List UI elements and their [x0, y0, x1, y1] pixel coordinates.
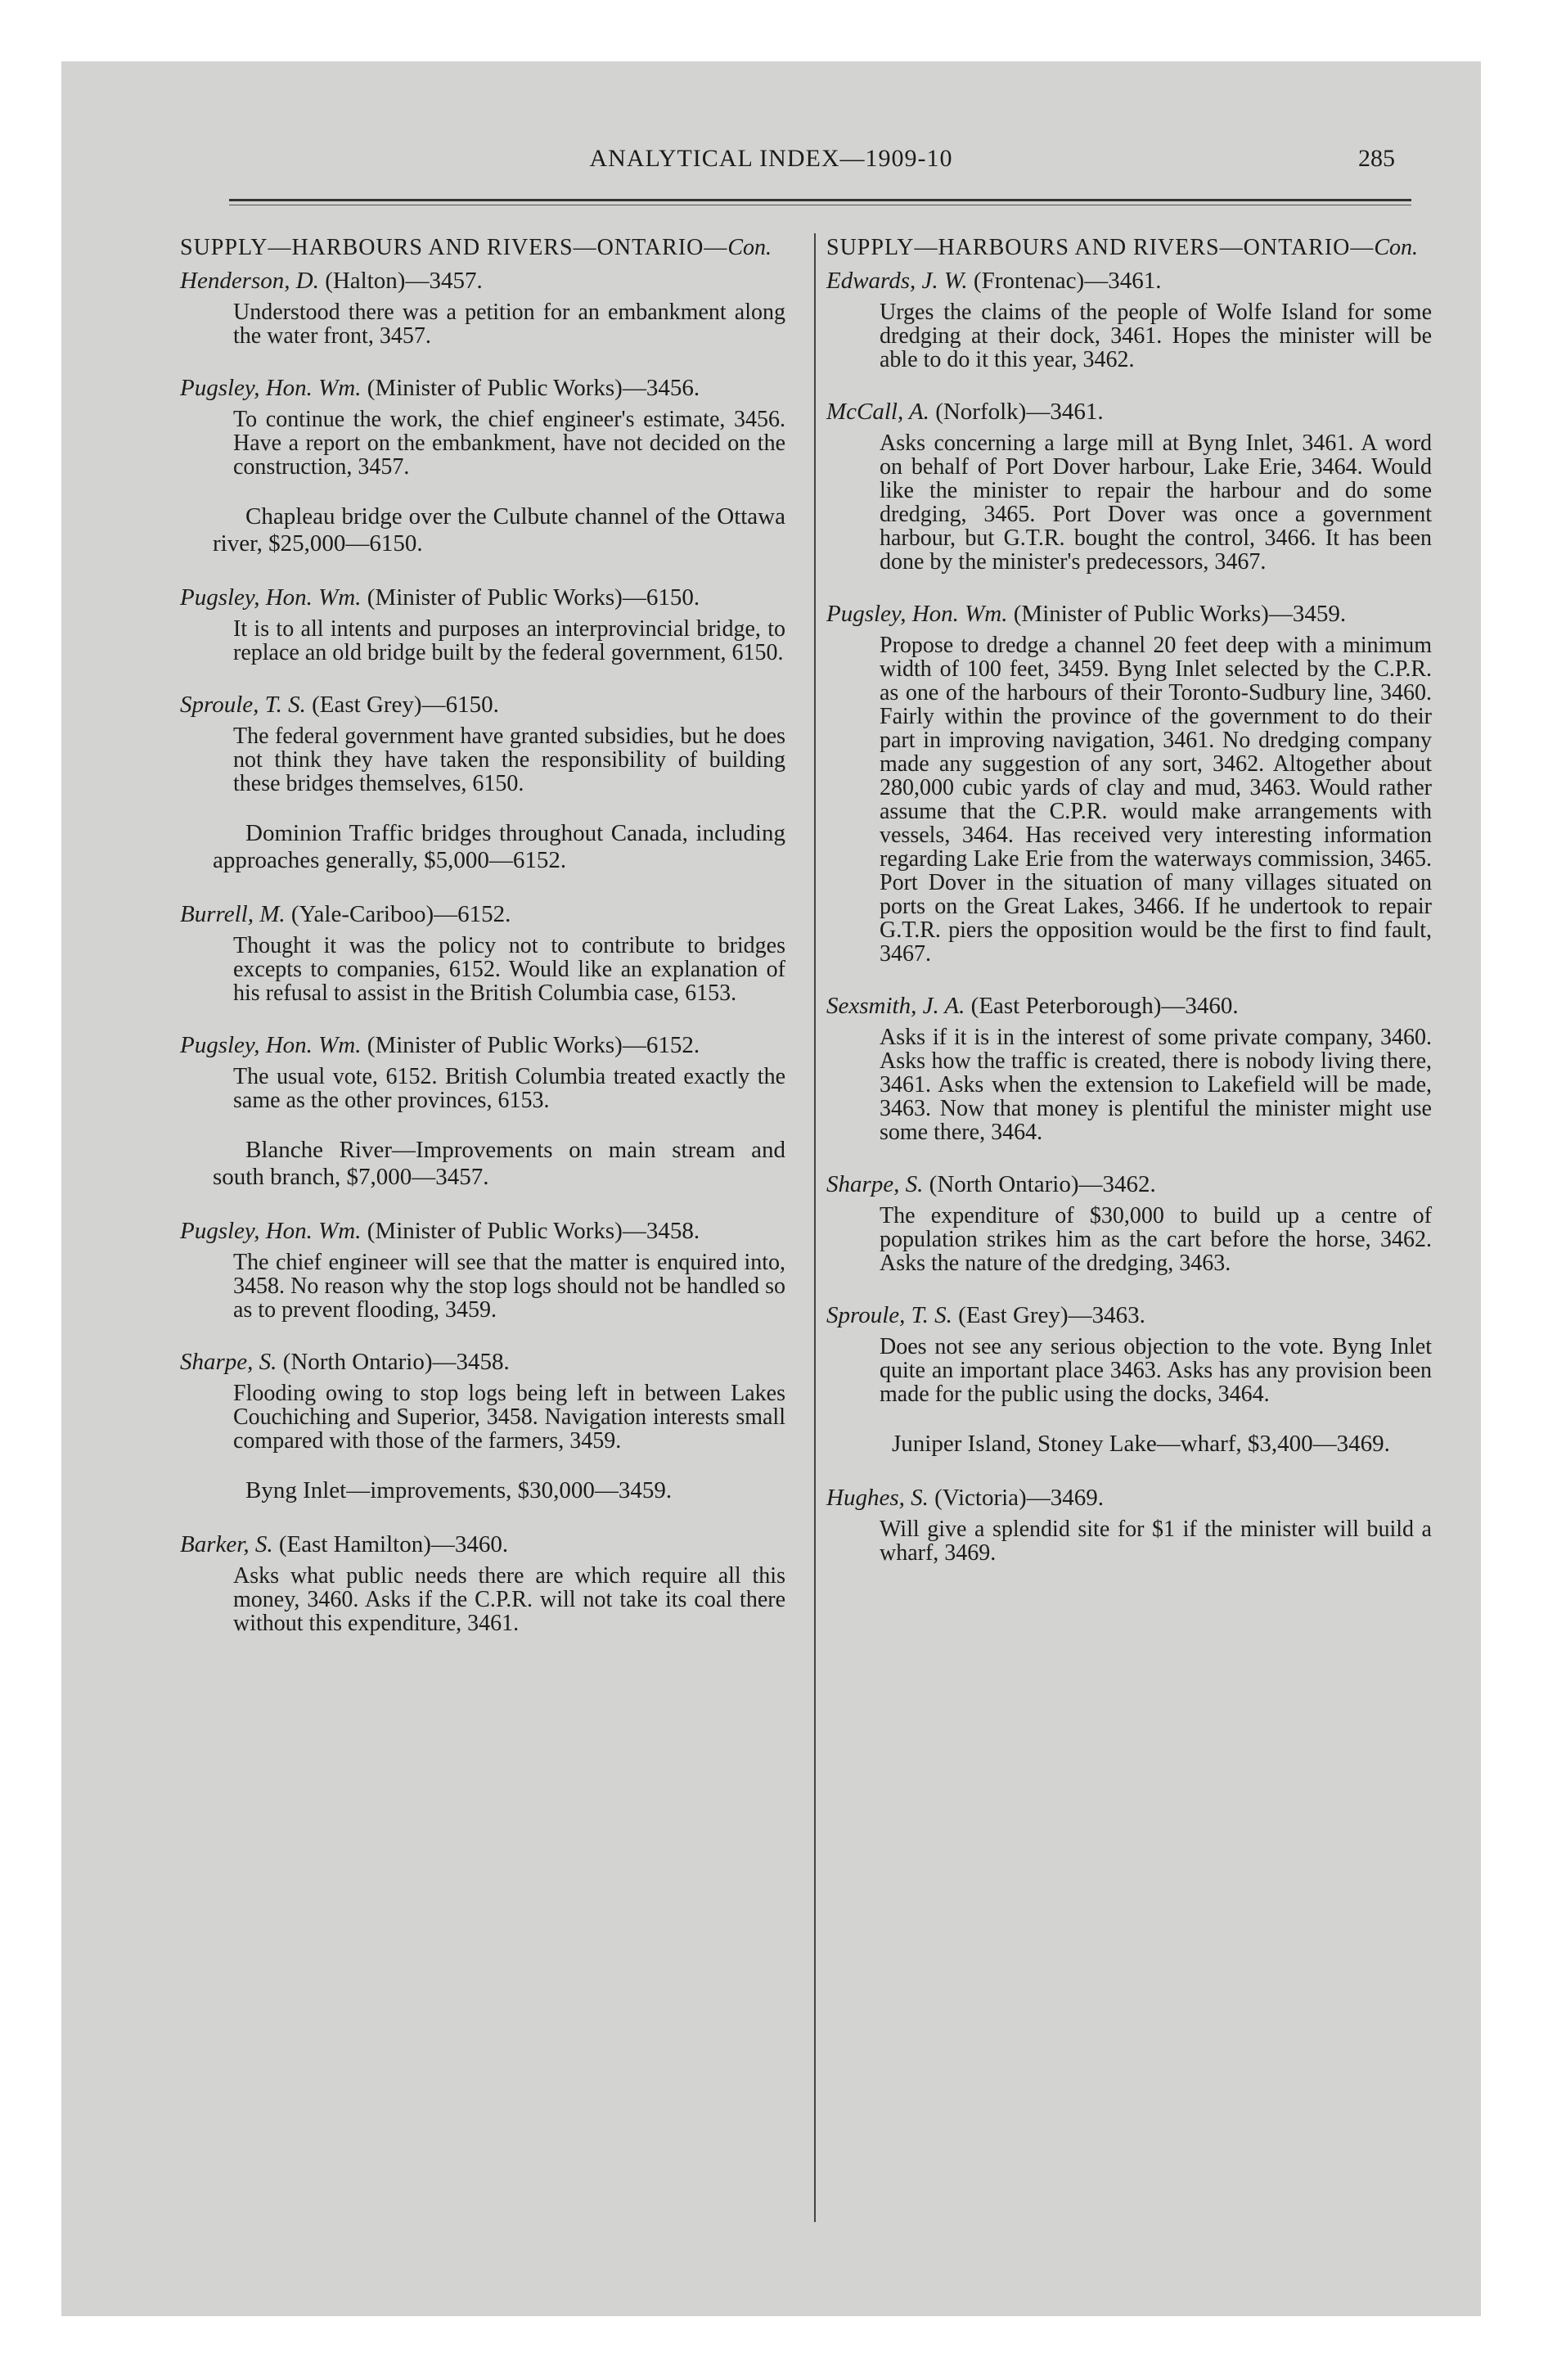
entry-text: Asks concerning a large mill at Byng Inlet, 3461. A word on behalf of Port Dover harbour, Lake Erie, 3464. Would like the minister to repair the harbour and do some dredging, 3465. Port Dover was once a government harbour, but G.T.R. bought the control, 3466. It has been done by the minister's predecessors, 3467. — [880, 430, 1432, 575]
entry-text: It is to all intents and purposes an interprovincial bridge, to replace an old bridge built by the federal government, 6150. — [233, 616, 785, 665]
speaker-name: Sharpe, S. — [180, 1349, 277, 1375]
entry-text: Asks if it is in the interest of some private company, 3460. Asks how the traffic is created, there is nobody living there, 3461. Asks when the extension to Lakefield will be made, 3463. Now that money is plentiful the minister might use some there, 3464. — [880, 1025, 1432, 1145]
entry-text: To continue the work, the chief engineer's estimate, 3456. Have a report on the embankment, have not decided on the construction, 3457. — [233, 407, 785, 480]
speaker-riding: (East Hamilton)—3460. — [272, 1531, 509, 1557]
speaker-line — [826, 399, 1432, 425]
speaker-name: Barker, S. — [180, 1531, 273, 1557]
speaker-riding: (East Grey)—3463. — [952, 1302, 1145, 1328]
index-entries — [180, 268, 785, 1635]
speaker-riding: (Frontenac)—3461. — [967, 268, 1162, 294]
speaker-line — [180, 902, 785, 927]
section-heading-main: SUPPLY—HARBOURS AND RIVERS—ONTARIO— — [180, 235, 728, 260]
speaker-riding: (Yale-Cariboo)—6152. — [285, 901, 511, 927]
entry-text: Asks what public needs there are which require all this money, 3460. Asks if the C.P.R. will not take its coal there without this expenditure, 3461. — [233, 1563, 785, 1636]
speaker-riding: (Minister of Public Works)—6152. — [361, 1032, 700, 1058]
speaker-riding: (North Ontario)—3458. — [277, 1349, 510, 1375]
entry-text: The chief engineer will see that the matter is enquired into, 3458. No reason why the stop logs should not be handled so as to prevent flooding, 3459. — [233, 1250, 785, 1323]
speaker-name: Sexsmith, J. A. — [826, 993, 965, 1019]
speaker-line — [826, 1485, 1432, 1511]
right-column — [826, 235, 1432, 1565]
entry-text: The expenditure of $30,000 to build up a centre of population strikes him as the cart before the horse, 3462. Asks the nature of the dredging, 3463. — [880, 1203, 1432, 1276]
speaker-line — [826, 602, 1432, 627]
speaker-name: Hughes, S. — [826, 1485, 929, 1511]
speaker-line — [180, 1532, 785, 1557]
speaker-line — [180, 1033, 785, 1058]
speaker-line — [180, 268, 785, 294]
section-heading-cont: Con. — [727, 235, 772, 260]
speaker-line — [180, 692, 785, 718]
section-heading-main: SUPPLY—HARBOURS AND RIVERS—ONTARIO— — [826, 235, 1375, 260]
entry-text: Thought it was the policy not to contribute to bridges excepts to companies, 6152. Would like an explanation of his refusal to assist in the British Columbia case, 6153. — [233, 933, 785, 1006]
appropriation-item: Blanche River—Improvements on main stream and south branch, $7,000—3457. — [213, 1137, 785, 1190]
speaker-riding: (Norfolk)—3461. — [929, 399, 1104, 425]
speaker-name: Pugsley, Hon. Wm. — [180, 584, 362, 611]
speaker-riding: (Minister of Public Works)—6150. — [361, 584, 700, 611]
speaker-line — [180, 376, 785, 401]
speaker-line — [180, 585, 785, 611]
speaker-name: Pugsley, Hon. Wm. — [826, 601, 1008, 627]
speaker-name: Pugsley, Hon. Wm. — [180, 1032, 362, 1058]
entry-text: Flooding owing to stop logs being left in between Lakes Couchiching and Superior, 3458. Navigation interests small compared with those of the farmers, 3459. — [233, 1381, 785, 1454]
section-heading — [180, 235, 785, 260]
speaker-riding: (Minister of Public Works)—3456. — [361, 375, 700, 401]
section-heading-cont: Con. — [1374, 235, 1419, 260]
speaker-riding: (Victoria)—3469. — [928, 1485, 1104, 1511]
speaker-name: Sharpe, S. — [826, 1171, 924, 1197]
speaker-name: Sproule, T. S. — [180, 692, 306, 718]
speaker-line — [826, 1172, 1432, 1197]
entry-text: Urges the claims of the people of Wolfe Island for some dredging at their dock, 3461. Hopes the minister will be able to do it this year, 3462. — [880, 300, 1432, 372]
appropriation-item: Dominion Traffic bridges throughout Canada, including approaches generally, $5,000—6152. — [213, 820, 785, 873]
speaker-line — [180, 1350, 785, 1375]
speaker-line — [826, 994, 1432, 1019]
speaker-riding: (Halton)—3457. — [318, 268, 483, 294]
left-column — [180, 235, 785, 1635]
speaker-riding: (Minister of Public Works)—3459. — [1007, 601, 1347, 627]
scanned-page — [61, 61, 1481, 2316]
entry-text: Understood there was a petition for an embankment along the water front, 3457. — [233, 300, 785, 349]
entry-text: Does not see any serious objection to the vote. Byng Inlet quite an important place 3463. Asks has any provision been made for the public using the docks, 3464. — [880, 1334, 1432, 1407]
speaker-name: Edwards, J. W. — [826, 268, 968, 294]
speaker-name: Pugsley, Hon. Wm. — [180, 375, 362, 401]
speaker-name: Pugsley, Hon. Wm. — [180, 1218, 362, 1244]
speaker-name: Sproule, T. S. — [826, 1302, 952, 1328]
entry-text: Will give a splendid site for $1 if the minister will build a wharf, 3469. — [880, 1517, 1432, 1566]
speaker-line — [826, 268, 1432, 294]
appropriation-item: Juniper Island, Stoney Lake—wharf, $3,400—3469. — [892, 1431, 1390, 1457]
running-title: ANALYTICAL INDEX—1909-10 — [589, 145, 953, 172]
entry-text: The federal government have granted subsidies, but he does not think they have taken the responsibility of building these bridges themselves, 6150. — [233, 723, 785, 796]
speaker-name: McCall, A. — [826, 399, 929, 425]
entry-text: Propose to dredge a channel 20 feet deep with a minimum width of 100 feet, 3459. Byng Inlet selected by the C.P.R. as one of the harbours of their Toronto-Sudbury line, 3460. Fairly within the province of the government to do their part in improving navigation, 3461. No dredging company made any suggestion of any sort, 3462. Altogether about 280,000 cubic yards of clay and mud, 3463. Would rather assume that the C.P.R. would make arrangements with vessels, 3464. Has received very interesting information regarding Lake Erie from the waterways commission, 3465. Port Dover in the situation of many villages situated on ports on the Great Lakes, 3466. If he undertook to repair G.T.R. piers the opposition would be the first to find fault, 3467. — [880, 633, 1432, 967]
speaker-riding: (East Peterborough)—3460. — [965, 993, 1239, 1019]
speaker-riding: (East Grey)—6150. — [305, 692, 499, 718]
section-heading — [826, 235, 1432, 260]
speaker-name: Burrell, M. — [180, 901, 286, 927]
index-entries — [826, 268, 1432, 1565]
column-divider — [814, 233, 816, 2222]
speaker-line — [826, 1303, 1432, 1328]
speaker-riding: (Minister of Public Works)—3458. — [361, 1218, 700, 1244]
speaker-riding: (North Ontario)—3462. — [923, 1171, 1156, 1197]
speaker-line — [180, 1219, 785, 1244]
page-number: 285 — [1358, 145, 1395, 172]
appropriation-item: Chapleau bridge over the Culbute channel of the Ottawa river, $25,000—6150. — [213, 503, 785, 557]
page-header — [61, 138, 1481, 187]
entry-text: The usual vote, 6152. British Columbia treated exactly the same as the other provinces, 6153. — [233, 1064, 785, 1113]
header-rule — [229, 199, 1411, 205]
appropriation-item: Byng Inlet—improvements, $30,000—3459. — [245, 1477, 673, 1503]
speaker-name: Henderson, D. — [180, 268, 319, 294]
